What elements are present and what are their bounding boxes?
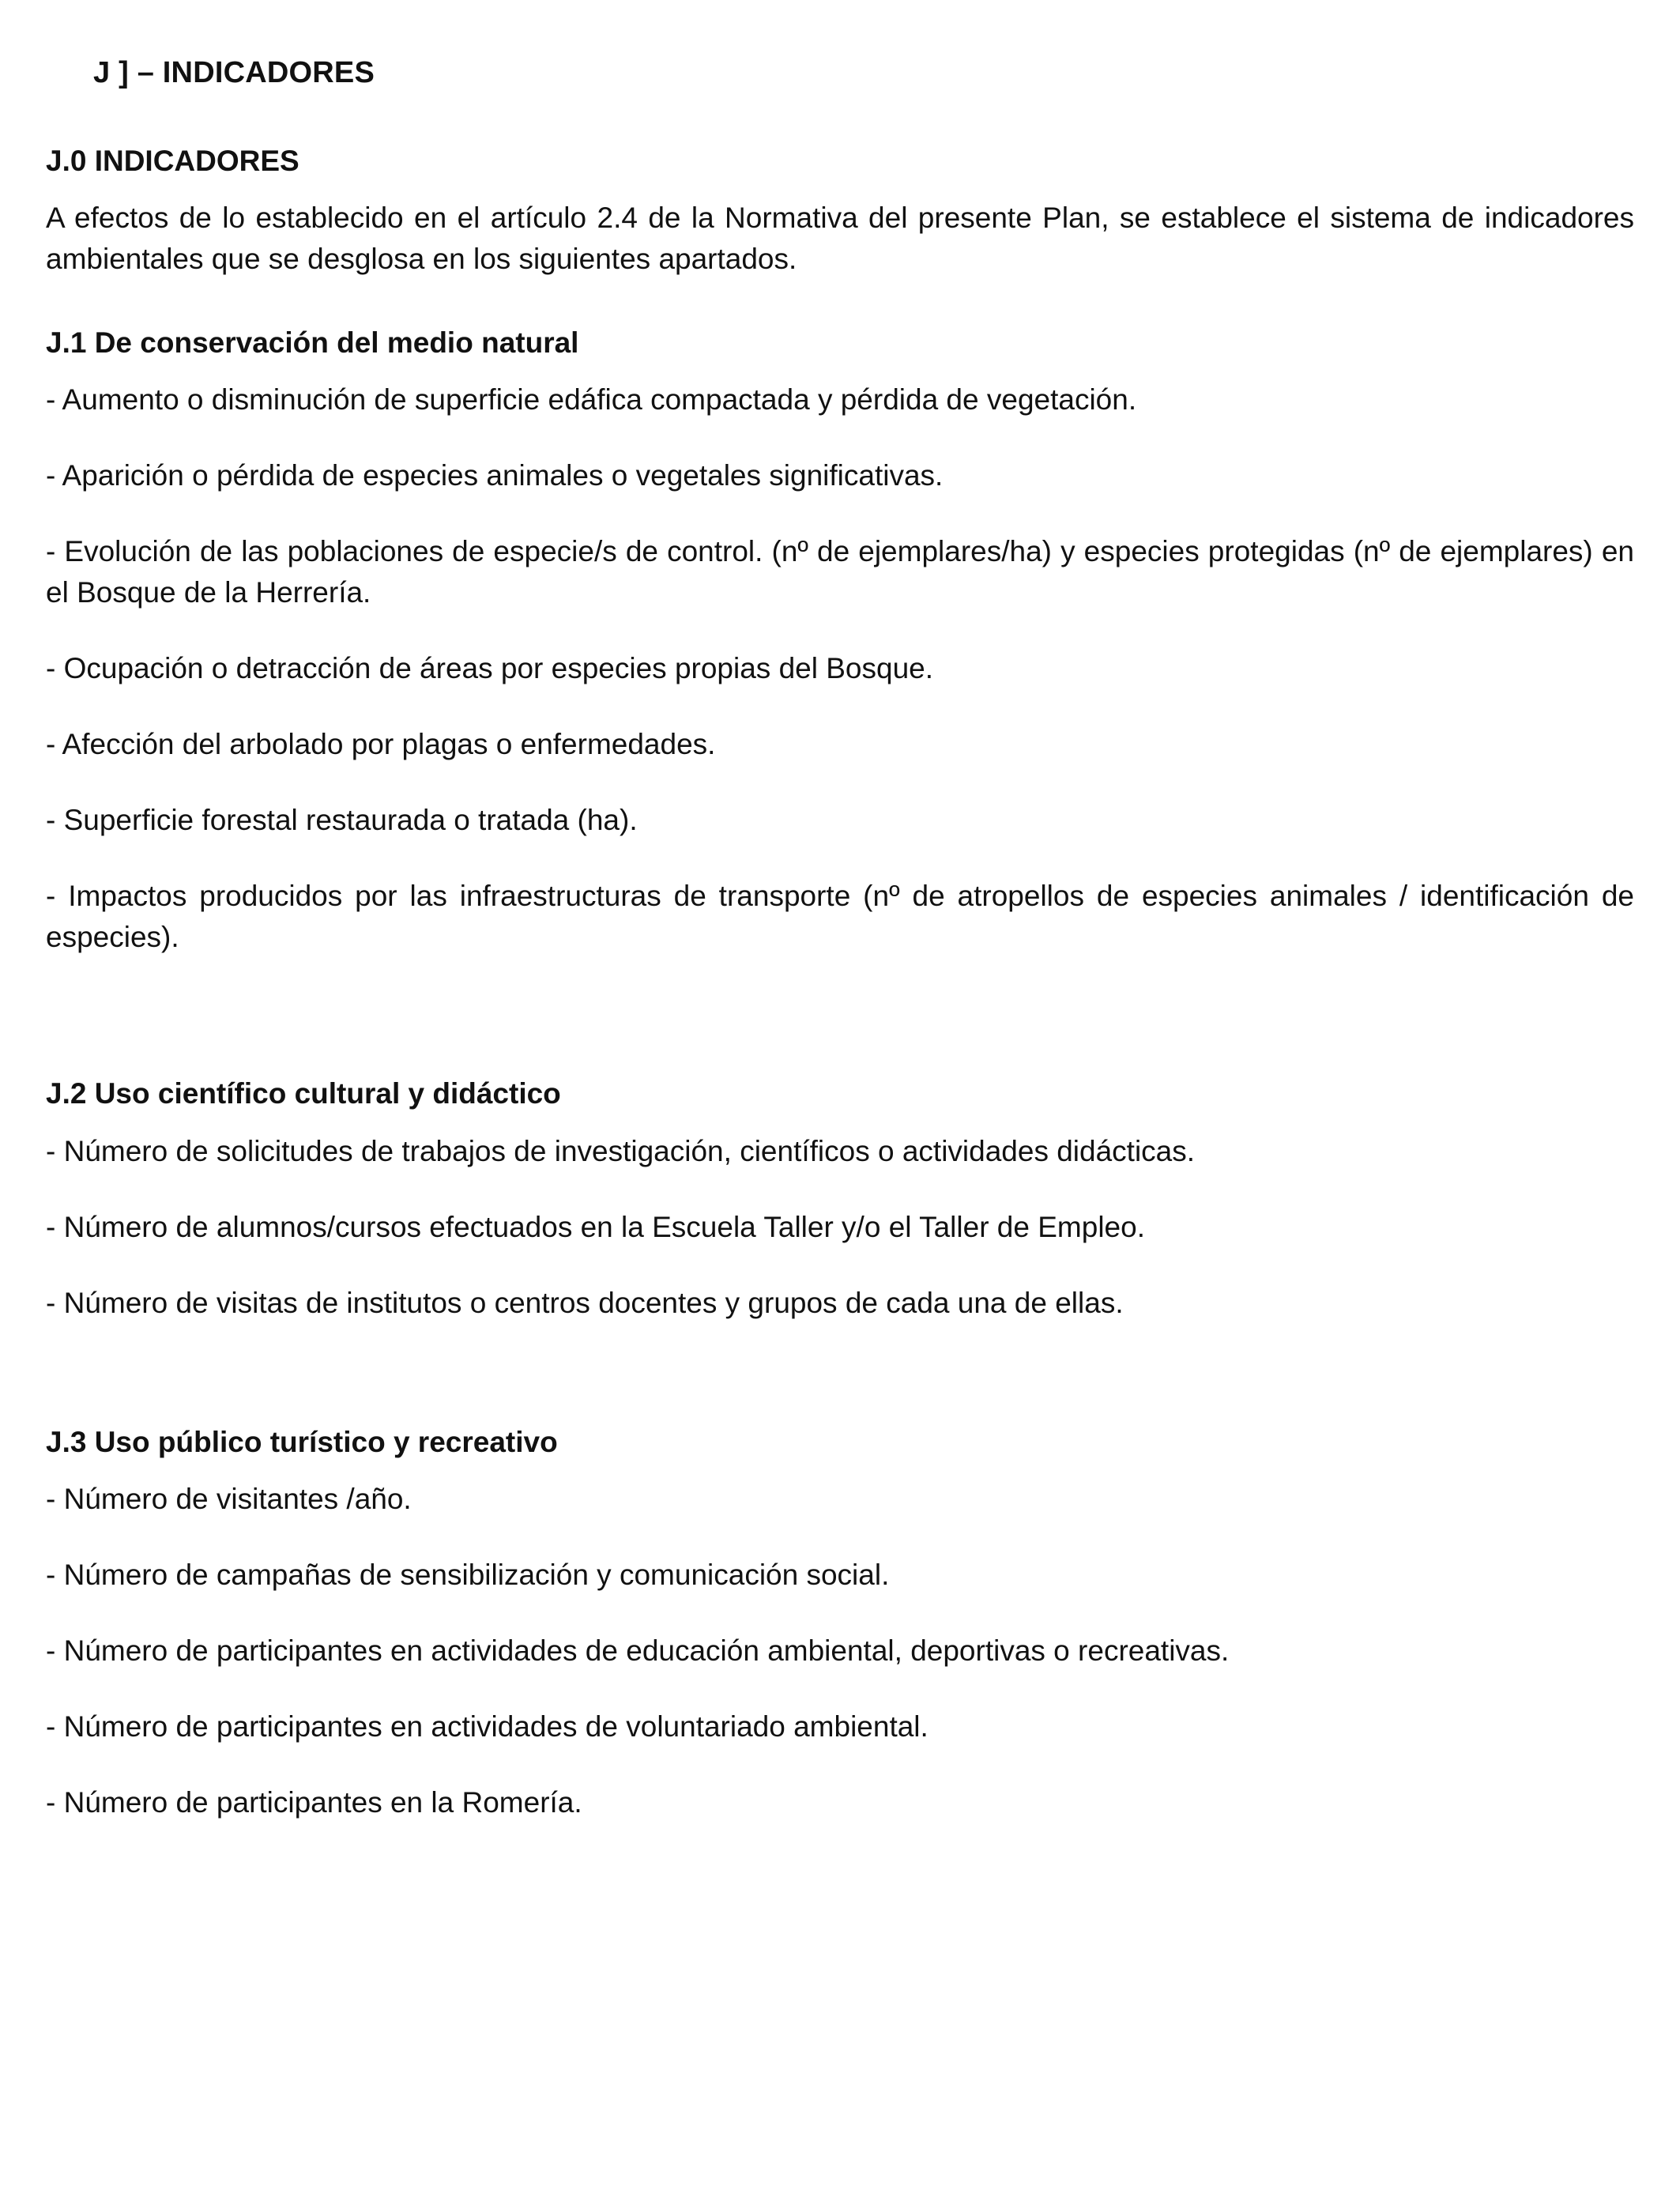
list-item: - Número de participantes en la Romería. — [46, 1786, 582, 1819]
list-item: - Número de visitantes /año. — [46, 1483, 412, 1516]
chapter-title: J ] – INDICADORES — [93, 56, 375, 89]
section-title-j2: J.2 Uso científico cultural y didáctico — [46, 1077, 561, 1110]
list-item: - Evolución de las poblaciones de especie/s de control. (nº de ejemplares/ha) y especies protegidas (nº de ejemplares) en el Bosque de la Herrería. — [46, 535, 1634, 609]
list-item: - Superficie forestal restaurada o tratada (ha). — [46, 804, 638, 837]
section-j0 — [46, 144, 1634, 280]
document-page — [46, 55, 1634, 1823]
list-item: - Impactos producidos por las infraestructuras de transporte (nº de atropellos de especies animales / identificación de especies). — [46, 880, 1634, 954]
list-item: - Ocupación o detracción de áreas por especies propias del Bosque. — [46, 652, 934, 685]
list-item: - Afección del arbolado por plagas o enfermedades. — [46, 728, 716, 761]
list-item: - Aparición o pérdida de especies animales o vegetales significativas. — [46, 459, 944, 492]
list-item: - Número de visitas de institutos o centros docentes y grupos de cada una de ellas. — [46, 1286, 1124, 1319]
list-item: - Número de participantes en actividades de educación ambiental, deportivas o recreativas. — [46, 1634, 1230, 1668]
intro-paragraph: A efectos de lo establecido en el artículo 2.4 de la Normativa del presente Plan, se establece el sistema de indicadores ambientales que se desglosa en los siguientes apartados. — [46, 201, 1634, 275]
list-item: - Número de alumnos/cursos efectuados en la Escuela Taller y/o el Taller de Empleo. — [46, 1210, 1145, 1243]
section-title-j1: J.1 De conservación del medio natural — [46, 326, 579, 359]
section-title-j0: J.0 INDICADORES — [46, 144, 299, 177]
list-item: - Número de campañas de sensibilización y comunicación social. — [46, 1559, 890, 1592]
list-item: - Número de participantes en actividades de voluntariado ambiental. — [46, 1710, 929, 1744]
section-j2 — [46, 1076, 1634, 1323]
section-title-j3: J.3 Uso público turístico y recreativo — [46, 1425, 558, 1458]
section-j1 — [46, 326, 1634, 958]
list-item: - Aumento o disminución de superficie edáfica compactada y pérdida de vegetación. — [46, 383, 1137, 417]
list-item: - Número de solicitudes de trabajos de investigación, científicos o actividades didácticas. — [46, 1134, 1196, 1167]
section-j3 — [46, 1425, 1634, 1823]
